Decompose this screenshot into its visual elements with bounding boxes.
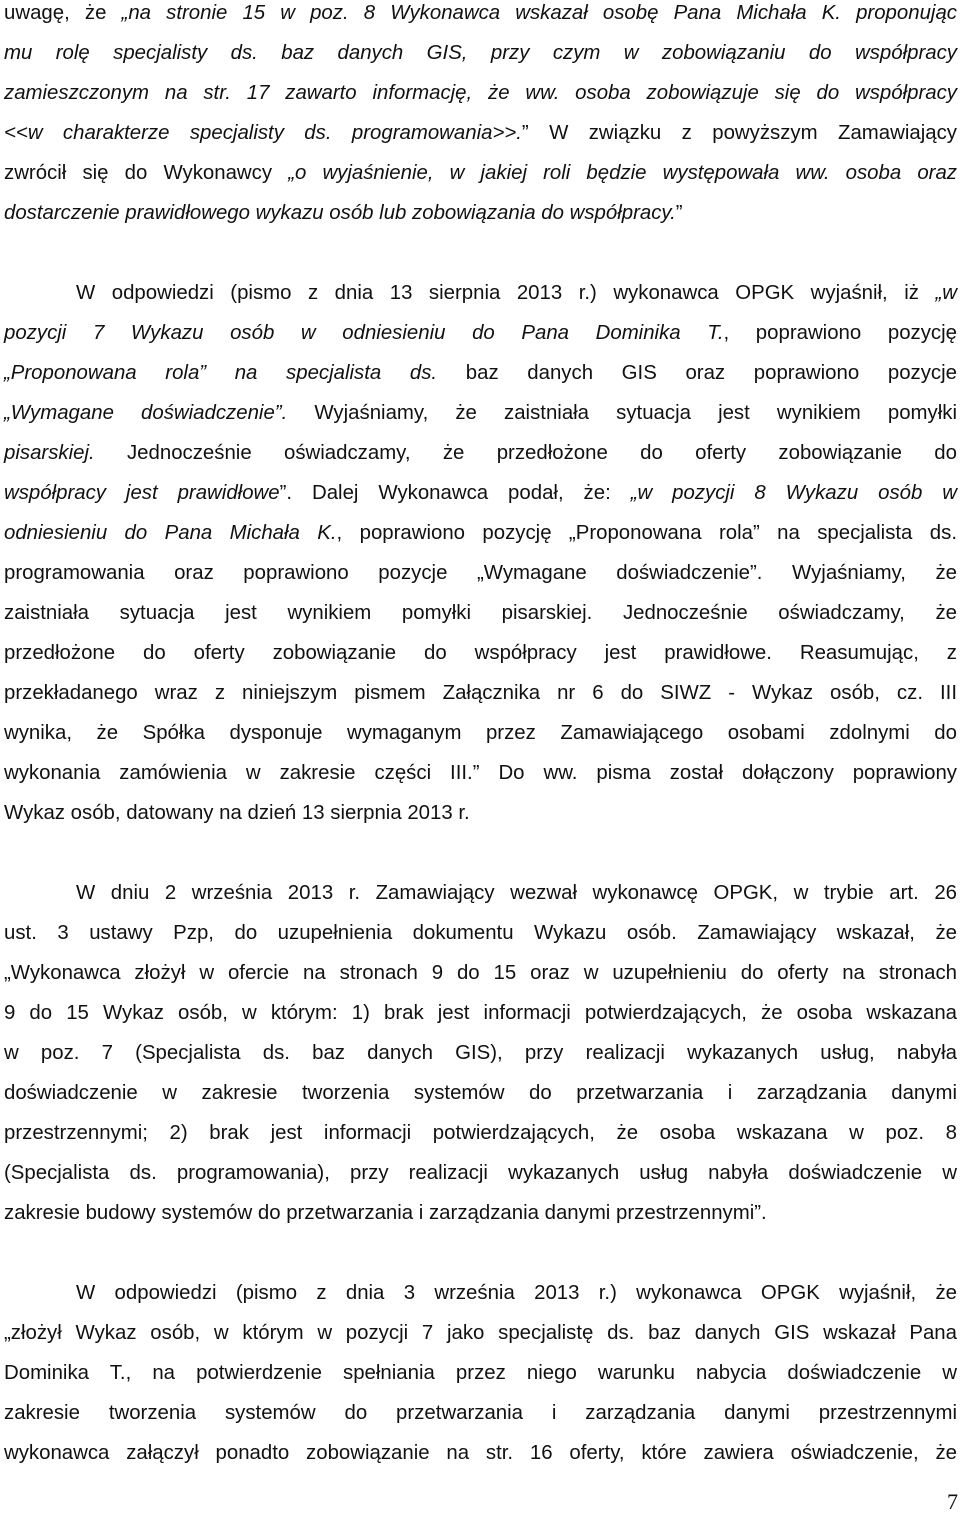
text-line: zaistniała sytuacja jest wynikiem pomyłki pisarskiej. Jednocześnie oświadczamy, że — [4, 602, 957, 624]
text-line: 9 do 15 Wykaz osób, w którym: 1) brak jest informacji potwierdzających, że osoba wskazana — [4, 1002, 957, 1024]
page-number: 7 — [947, 1489, 958, 1514]
text-line: dostarczenie prawidłowego wykazu osób lub zobowiązania do współpracy.” — [4, 202, 683, 224]
text-line: wykonania zamówienia w zakresie części III.” Do ww. pisma został dołączony poprawiony — [4, 762, 957, 784]
text-line: współpracy jest prawidłowe”. Dalej Wykonawca podał, że: „w pozycji 8 Wykazu osób w — [4, 482, 957, 504]
text-line: „Wykonawca złożył w ofercie na stronach 9 do 15 oraz w uzupełnieniu do oferty na stronach — [4, 962, 957, 984]
text-line: wykonawca załączył ponadto zobowiązanie na str. 16 oferty, które zawiera oświadczenie, że — [4, 1442, 957, 1464]
text-line: przedłożone do oferty zobowiązanie do współpracy jest prawidłowe. Reasumując, z — [4, 642, 957, 664]
text-line: wynika, że Spółka dysponuje wymaganym przez Zamawiającego osobami zdolnymi do — [4, 722, 957, 744]
text-line: zakresie tworzenia systemów do przetwarzania i zarządzania danymi przestrzennymi — [4, 1402, 957, 1424]
text-line: zwrócił się do Wykonawcy „o wyjaśnienie, w jakiej roli będzie występowała ww. osoba oraz — [4, 162, 957, 184]
text-line: w poz. 7 (Specjalista ds. baz danych GIS), przy realizacji wykazanych usług, nabyła — [4, 1042, 957, 1064]
text-line: przekładanego wraz z niniejszym pismem Załącznika nr 6 do SIWZ - Wykaz osób, cz. III — [4, 682, 957, 704]
text-line: W odpowiedzi (pismo z dnia 3 września 2013 r.) wykonawca OPGK wyjaśnił, że — [76, 1282, 957, 1304]
text-line: zakresie budowy systemów do przetwarzania i zarządzania danymi przestrzennymi”. — [4, 1202, 767, 1224]
text-line: W odpowiedzi (pismo z dnia 13 sierpnia 2013 r.) wykonawca OPGK wyjaśnił, iż „w — [76, 282, 957, 304]
text-line: przestrzennymi; 2) brak jest informacji potwierdzających, że osoba wskazana w poz. 8 — [4, 1122, 957, 1144]
text-line: „złożył Wykaz osób, w którym w pozycji 7 jako specjalistę ds. baz danych GIS wskazał Pana — [4, 1322, 957, 1344]
text-line: W dniu 2 września 2013 r. Zamawiający wezwał wykonawcę OPGK, w trybie art. 26 — [76, 882, 957, 904]
text-line: „Proponowana rola” na specjalista ds. baz danych GIS oraz poprawiono pozycje — [4, 362, 957, 384]
text-line: pisarskiej. Jednocześnie oświadczamy, że przedłożone do oferty zobowiązanie do — [4, 442, 957, 464]
text-line: programowania oraz poprawiono pozycje „Wymagane doświadczenie”. Wyjaśniamy, że — [4, 562, 957, 584]
text-line: (Specjalista ds. programowania), przy realizacji wykazanych usług nabyła doświadczenie w — [4, 1162, 957, 1184]
text-line: doświadczenie w zakresie tworzenia systemów do przetwarzania i zarządzania danymi — [4, 1082, 957, 1104]
text-line: Wykaz osób, datowany na dzień 13 sierpnia 2013 r. — [4, 802, 470, 824]
text-line: ust. 3 ustawy Pzp, do uzupełnienia dokumentu Wykazu osób. Zamawiający wskazał, że — [4, 922, 957, 944]
text-line: mu rolę specjalisty ds. baz danych GIS, przy czym w zobowiązaniu do współpracy — [4, 42, 957, 64]
text-line: pozycji 7 Wykazu osób w odniesieniu do Pana Dominika T., poprawiono pozycję — [4, 322, 957, 344]
text-line: uwagę, że „na stronie 15 w poz. 8 Wykonawca wskazał osobę Pana Michała K. proponując — [4, 2, 957, 24]
text-line: „Wymagane doświadczenie”. Wyjaśniamy, że zaistniała sytuacja jest wynikiem pomyłki — [4, 402, 957, 424]
text-line: Dominika T., na potwierdzenie spełniania przez niego warunku nabycia doświadczenie w — [4, 1362, 957, 1384]
text-line: odniesieniu do Pana Michała K., poprawiono pozycję „Proponowana rola” na specjalista ds. — [4, 522, 957, 544]
text-line: zamieszczonym na str. 17 zawarto informację, że ww. osoba zobowiązuje się do współpracy — [4, 82, 957, 104]
text-line: <<w charakterze specjalisty ds. programowania>>.” W związku z powyższym Zamawiający — [4, 122, 957, 144]
